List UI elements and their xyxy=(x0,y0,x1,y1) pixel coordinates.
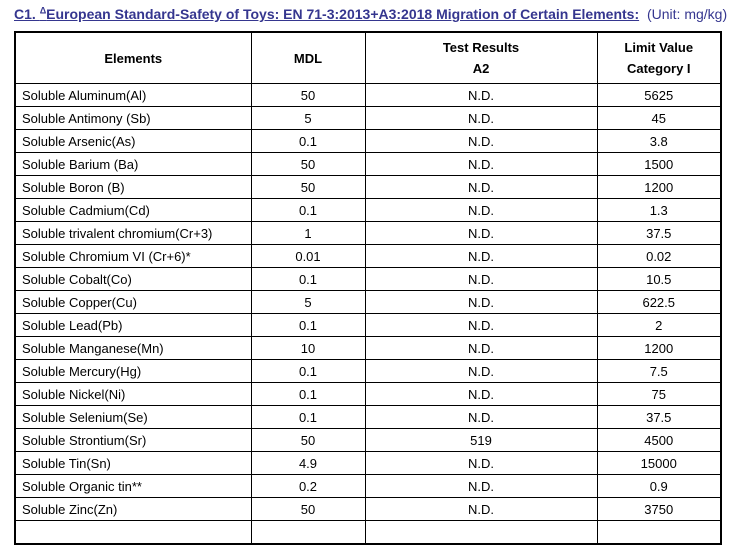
element-cell: Soluble Cadmium(Cd) xyxy=(15,199,251,222)
result-cell: N.D. xyxy=(365,498,597,521)
limit-cell: 1500 xyxy=(597,153,721,176)
mdl-cell: 50 xyxy=(251,498,365,521)
result-cell: N.D. xyxy=(365,130,597,153)
header-limit-value: Limit Value Category I xyxy=(597,32,721,84)
standard-name: European Standard-Safety of Toys: EN 71-3:2013+A3:2018 Migration of Certain Elements: xyxy=(46,6,640,22)
header-elements: Elements xyxy=(15,32,251,84)
header-mdl: MDL xyxy=(251,32,365,84)
element-cell xyxy=(15,521,251,545)
element-cell: Soluble Antimony (Sb) xyxy=(15,107,251,130)
result-cell: N.D. xyxy=(365,222,597,245)
mdl-cell: 0.2 xyxy=(251,475,365,498)
element-cell: Soluble Nickel(Ni) xyxy=(15,383,251,406)
element-cell: Soluble Tin(Sn) xyxy=(15,452,251,475)
limit-cell: 1200 xyxy=(597,337,721,360)
mdl-cell: 0.1 xyxy=(251,268,365,291)
table-row xyxy=(15,84,721,107)
migration-results-table xyxy=(14,31,722,545)
mdl-cell: 0.1 xyxy=(251,130,365,153)
element-cell: Soluble Strontium(Sr) xyxy=(15,429,251,452)
limit-cell: 37.5 xyxy=(597,222,721,245)
element-cell: Soluble Cobalt(Co) xyxy=(15,268,251,291)
header-test-results: Test Results A2 xyxy=(365,32,597,84)
table-row xyxy=(15,314,721,337)
mdl-cell: 50 xyxy=(251,153,365,176)
table-header xyxy=(15,32,721,84)
limit-cell xyxy=(597,521,721,545)
mdl-cell: 0.1 xyxy=(251,314,365,337)
result-cell: N.D. xyxy=(365,406,597,429)
limit-cell: 37.5 xyxy=(597,406,721,429)
element-cell: Soluble trivalent chromium(Cr+3) xyxy=(15,222,251,245)
mdl-cell: 5 xyxy=(251,291,365,314)
element-cell: Soluble Manganese(Mn) xyxy=(15,337,251,360)
table-row xyxy=(15,337,721,360)
mdl-cell: 0.1 xyxy=(251,383,365,406)
limit-cell: 1.3 xyxy=(597,199,721,222)
limit-cell: 622.5 xyxy=(597,291,721,314)
table-row-partial xyxy=(15,521,721,545)
limit-cell: 0.9 xyxy=(597,475,721,498)
table-row xyxy=(15,452,721,475)
table-row xyxy=(15,199,721,222)
limit-cell: 7.5 xyxy=(597,360,721,383)
mdl-cell: 4.9 xyxy=(251,452,365,475)
result-cell xyxy=(365,521,597,545)
result-cell: N.D. xyxy=(365,107,597,130)
section-title-text xyxy=(14,6,639,22)
table-row xyxy=(15,153,721,176)
result-cell: N.D. xyxy=(365,383,597,406)
section-title xyxy=(14,6,739,22)
limit-cell: 2 xyxy=(597,314,721,337)
result-cell: N.D. xyxy=(365,337,597,360)
result-cell: N.D. xyxy=(365,199,597,222)
element-cell: Soluble Copper(Cu) xyxy=(15,291,251,314)
table-row xyxy=(15,268,721,291)
table-row xyxy=(15,360,721,383)
limit-cell: 0.02 xyxy=(597,245,721,268)
mdl-cell: 0.1 xyxy=(251,199,365,222)
limit-cell: 75 xyxy=(597,383,721,406)
limit-cell: 5625 xyxy=(597,84,721,107)
result-cell: N.D. xyxy=(365,153,597,176)
mdl-cell: 50 xyxy=(251,84,365,107)
result-cell: N.D. xyxy=(365,452,597,475)
table-row xyxy=(15,498,721,521)
element-cell: Soluble Zinc(Zn) xyxy=(15,498,251,521)
element-cell: Soluble Chromium VI (Cr+6)* xyxy=(15,245,251,268)
element-cell: Soluble Mercury(Hg) xyxy=(15,360,251,383)
element-cell: Soluble Barium (Ba) xyxy=(15,153,251,176)
result-cell: N.D. xyxy=(365,176,597,199)
limit-cell: 4500 xyxy=(597,429,721,452)
result-cell: 519 xyxy=(365,429,597,452)
element-cell: Soluble Aluminum(Al) xyxy=(15,84,251,107)
element-cell: Soluble Lead(Pb) xyxy=(15,314,251,337)
table-row xyxy=(15,475,721,498)
table-row xyxy=(15,245,721,268)
mdl-cell: 10 xyxy=(251,337,365,360)
result-cell: N.D. xyxy=(365,360,597,383)
table-row xyxy=(15,130,721,153)
result-cell: N.D. xyxy=(365,84,597,107)
header-row xyxy=(15,32,721,84)
result-cell: N.D. xyxy=(365,245,597,268)
result-cell: N.D. xyxy=(365,291,597,314)
mdl-cell: 1 xyxy=(251,222,365,245)
table-row xyxy=(15,429,721,452)
result-cell: N.D. xyxy=(365,314,597,337)
element-cell: Soluble Boron (B) xyxy=(15,176,251,199)
element-cell: Soluble Organic tin** xyxy=(15,475,251,498)
limit-cell: 10.5 xyxy=(597,268,721,291)
limit-cell: 1200 xyxy=(597,176,721,199)
table-row xyxy=(15,176,721,199)
limit-cell: 15000 xyxy=(597,452,721,475)
mdl-cell: 0.01 xyxy=(251,245,365,268)
limit-cell: 3.8 xyxy=(597,130,721,153)
mdl-cell xyxy=(251,521,365,545)
limit-cell: 45 xyxy=(597,107,721,130)
table-row xyxy=(15,406,721,429)
mdl-cell: 5 xyxy=(251,107,365,130)
mdl-cell: 0.1 xyxy=(251,360,365,383)
table-row xyxy=(15,383,721,406)
limit-cell: 3750 xyxy=(597,498,721,521)
result-cell: N.D. xyxy=(365,475,597,498)
mdl-cell: 50 xyxy=(251,176,365,199)
mdl-cell: 0.1 xyxy=(251,406,365,429)
table-row xyxy=(15,291,721,314)
mdl-cell: 50 xyxy=(251,429,365,452)
section-number: C1. xyxy=(14,6,40,22)
table-row xyxy=(15,107,721,130)
element-cell: Soluble Arsenic(As) xyxy=(15,130,251,153)
delta-superscript-mark: Δ xyxy=(39,5,47,16)
unit-label: (Unit: mg/kg) xyxy=(647,6,728,22)
result-cell: N.D. xyxy=(365,268,597,291)
table-body xyxy=(15,84,721,545)
table-row xyxy=(15,222,721,245)
element-cell: Soluble Selenium(Se) xyxy=(15,406,251,429)
